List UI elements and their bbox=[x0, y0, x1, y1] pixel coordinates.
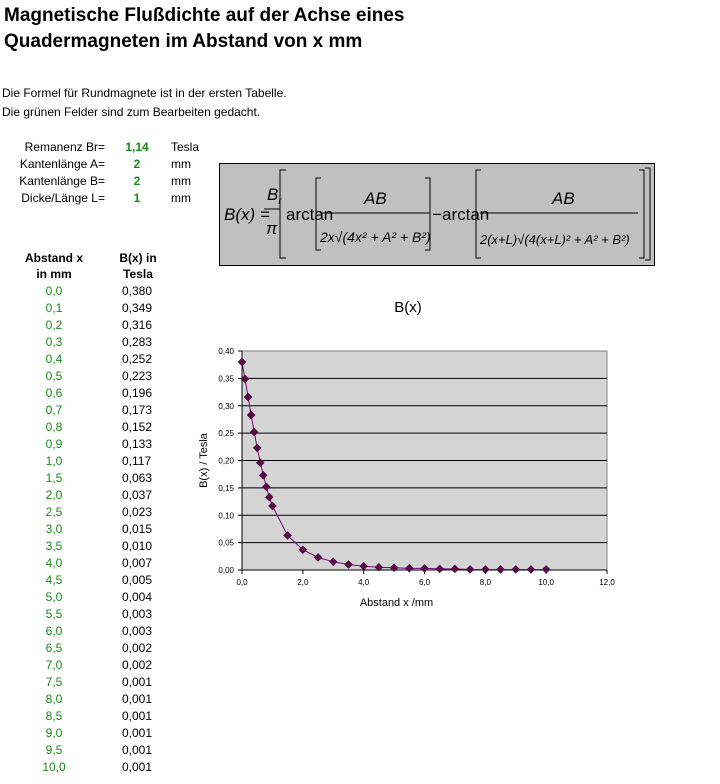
x-tick-label: 4,0 bbox=[358, 578, 370, 587]
x-tick-label: 10,0 bbox=[538, 578, 554, 587]
flux-density-cell: 0,004 bbox=[122, 590, 153, 604]
y-tick-label: 0,15 bbox=[218, 483, 234, 493]
param-unit: mm bbox=[171, 174, 191, 188]
bracket-right-outer bbox=[645, 168, 650, 260]
x-tick-label: 8,0 bbox=[479, 578, 491, 587]
chart-svg bbox=[195, 335, 625, 615]
distance-cell[interactable]: 8,5 bbox=[45, 709, 63, 723]
flux-density-cell: 0,037 bbox=[122, 488, 153, 502]
param-label: Remanenz Br= bbox=[24, 140, 105, 154]
flux-density-cell: 0,002 bbox=[122, 641, 153, 655]
flux-density-cell: 0,001 bbox=[122, 726, 153, 740]
title-line-2: Quadermagneten im Abstand von x mm bbox=[4, 31, 363, 52]
formula-pi: π bbox=[266, 219, 278, 238]
x-tick-label: 6,0 bbox=[418, 578, 431, 587]
param-label: Dicke/Länge L= bbox=[21, 191, 105, 205]
y-tick-label: 0,00 bbox=[218, 566, 234, 575]
distance-cell[interactable]: 3,0 bbox=[45, 522, 63, 536]
distance-cell[interactable]: 2,0 bbox=[45, 488, 63, 502]
distance-cell[interactable]: 1,0 bbox=[45, 454, 63, 468]
bracket-right-2 bbox=[639, 170, 644, 258]
header-x-line-1: Abstand x bbox=[24, 251, 83, 265]
x-axis-label: Abstand x /mm bbox=[359, 597, 434, 609]
distance-cell[interactable]: 5,5 bbox=[45, 607, 63, 621]
formula-arctan-2: arctan bbox=[442, 205, 490, 224]
flux-density-cell: 0,196 bbox=[122, 386, 153, 400]
flux-density-cell: 0,316 bbox=[122, 318, 153, 332]
flux-density-cell: 0,010 bbox=[122, 539, 153, 553]
distance-cell[interactable]: 0,6 bbox=[45, 386, 63, 400]
x-tick-label: 12,0 bbox=[599, 578, 615, 587]
table-header-x bbox=[18, 250, 90, 282]
param-value-cell[interactable]: 1 bbox=[133, 191, 141, 205]
formula-den-2: 2(x+L)√(4(x+L)² + A² + B²) bbox=[480, 232, 630, 247]
distance-cell[interactable]: 2,5 bbox=[45, 505, 63, 519]
y-axis-label: B(x) / Tesla bbox=[198, 433, 210, 488]
header-x-line-2: in mm bbox=[36, 267, 72, 281]
flux-density-cell: 0,001 bbox=[122, 675, 153, 689]
flux-density-cell: 0,015 bbox=[122, 522, 153, 536]
distance-cell[interactable]: 6,5 bbox=[45, 641, 63, 655]
flux-density-cell: 0,133 bbox=[122, 437, 153, 451]
formula-br: $B_r$ bbox=[267, 185, 282, 207]
formula-minus: − bbox=[432, 205, 442, 224]
flux-density-cell: 0,001 bbox=[122, 760, 153, 774]
distance-cell[interactable]: 9,0 bbox=[45, 726, 63, 740]
distance-cell[interactable]: 7,5 bbox=[45, 675, 63, 689]
page-title bbox=[4, 3, 405, 55]
formula-lhs: B(x) = bbox=[224, 205, 270, 224]
flux-density-cell: 0,001 bbox=[122, 692, 153, 706]
formula-box bbox=[219, 163, 655, 266]
flux-density-cell: 0,063 bbox=[122, 471, 153, 485]
distance-cell[interactable]: 0,8 bbox=[45, 420, 63, 434]
flux-density-cell: 0,283 bbox=[122, 335, 153, 349]
param-unit: mm bbox=[171, 157, 191, 171]
param-label: Kantenlänge A= bbox=[19, 157, 105, 171]
flux-density-cell: 0,001 bbox=[122, 709, 153, 723]
param-unit: mm bbox=[171, 191, 191, 205]
flux-density-cell: 0,349 bbox=[122, 301, 153, 315]
flux-density-cell: 0,003 bbox=[122, 607, 153, 621]
flux-density-cell: 0,380 bbox=[122, 284, 153, 298]
param-value-cell[interactable]: 2 bbox=[133, 174, 141, 188]
formula-arctan-1: arctan bbox=[286, 205, 334, 224]
header-y-line-1: B(x) in bbox=[119, 251, 157, 265]
distance-cell[interactable]: 0,2 bbox=[45, 318, 63, 332]
distance-cell[interactable]: 10,0 bbox=[42, 760, 66, 774]
distance-cell[interactable]: 8,0 bbox=[45, 692, 63, 706]
flux-density-cell: 0,173 bbox=[122, 403, 153, 417]
distance-cell[interactable]: 0,3 bbox=[45, 335, 63, 349]
table-header-y bbox=[108, 250, 168, 282]
y-tick-label: 0,30 bbox=[218, 401, 234, 411]
y-tick-label: 0,10 bbox=[218, 511, 234, 521]
flux-density-cell: 0,023 bbox=[122, 505, 153, 519]
flux-density-cell: 0,002 bbox=[122, 658, 153, 672]
intro-text bbox=[2, 84, 287, 122]
distance-cell[interactable]: 6,0 bbox=[45, 624, 63, 638]
x-tick-label: 0,0 bbox=[236, 578, 248, 587]
formula-ab-1: AB bbox=[364, 189, 387, 208]
formula-image bbox=[220, 164, 654, 265]
distance-cell[interactable]: 9,5 bbox=[45, 743, 63, 757]
distance-cell[interactable]: 0,7 bbox=[45, 403, 63, 417]
flux-density-cell: 0,001 bbox=[122, 743, 153, 757]
distance-cell[interactable]: 0,1 bbox=[45, 301, 63, 315]
flux-density-cell: 0,252 bbox=[122, 352, 153, 366]
y-tick-label: 0,05 bbox=[218, 538, 234, 548]
header-y-line-2: Tesla bbox=[123, 267, 153, 281]
param-value-cell[interactable]: 1,14 bbox=[125, 140, 149, 154]
title-line-1: Magnetische Flußdichte auf der Achse eines bbox=[4, 5, 405, 26]
y-tick-label: 0,40 bbox=[218, 347, 234, 356]
distance-cell[interactable]: 0,4 bbox=[45, 352, 63, 366]
formula-ab-2: AB bbox=[552, 189, 575, 208]
flux-density-cell: 0,003 bbox=[122, 624, 153, 638]
y-tick-label: 0,25 bbox=[218, 429, 234, 439]
y-tick-label: 0,20 bbox=[218, 456, 234, 466]
distance-cell[interactable]: 0,0 bbox=[45, 284, 63, 298]
distance-cell[interactable]: 7,0 bbox=[45, 658, 63, 672]
distance-cell[interactable]: 0,5 bbox=[45, 369, 63, 383]
formula-den-1: 2x√(4x² + A² + B²) bbox=[320, 229, 431, 245]
param-label: Kantenlänge B= bbox=[19, 174, 105, 188]
distance-cell[interactable]: 4,0 bbox=[45, 556, 63, 570]
intro-line-1: Die Formel für Rundmagnete ist in der ersten Tabelle. bbox=[2, 86, 287, 100]
param-value-cell[interactable]: 2 bbox=[133, 157, 141, 171]
distance-cell[interactable]: 5,0 bbox=[45, 590, 63, 604]
chart-title: B(x) bbox=[394, 299, 422, 316]
distance-cell[interactable]: 0,9 bbox=[45, 437, 63, 451]
param-unit: Tesla bbox=[171, 140, 200, 154]
flux-density-cell: 0,223 bbox=[122, 369, 153, 383]
flux-density-cell: 0,007 bbox=[122, 556, 153, 570]
flux-density-cell: 0,152 bbox=[122, 420, 153, 434]
distance-cell[interactable]: 3,5 bbox=[45, 539, 63, 553]
y-tick-label: 0,35 bbox=[218, 374, 234, 384]
distance-cell[interactable]: 4,5 bbox=[45, 573, 63, 587]
distance-cell[interactable]: 1,5 bbox=[45, 471, 63, 485]
x-tick-label: 2,0 bbox=[297, 578, 309, 587]
flux-density-cell: 0,117 bbox=[122, 454, 152, 468]
intro-line-2: Die grünen Felder sind zum Bearbeiten gedacht. bbox=[2, 105, 261, 119]
flux-density-cell: 0,005 bbox=[122, 573, 153, 587]
